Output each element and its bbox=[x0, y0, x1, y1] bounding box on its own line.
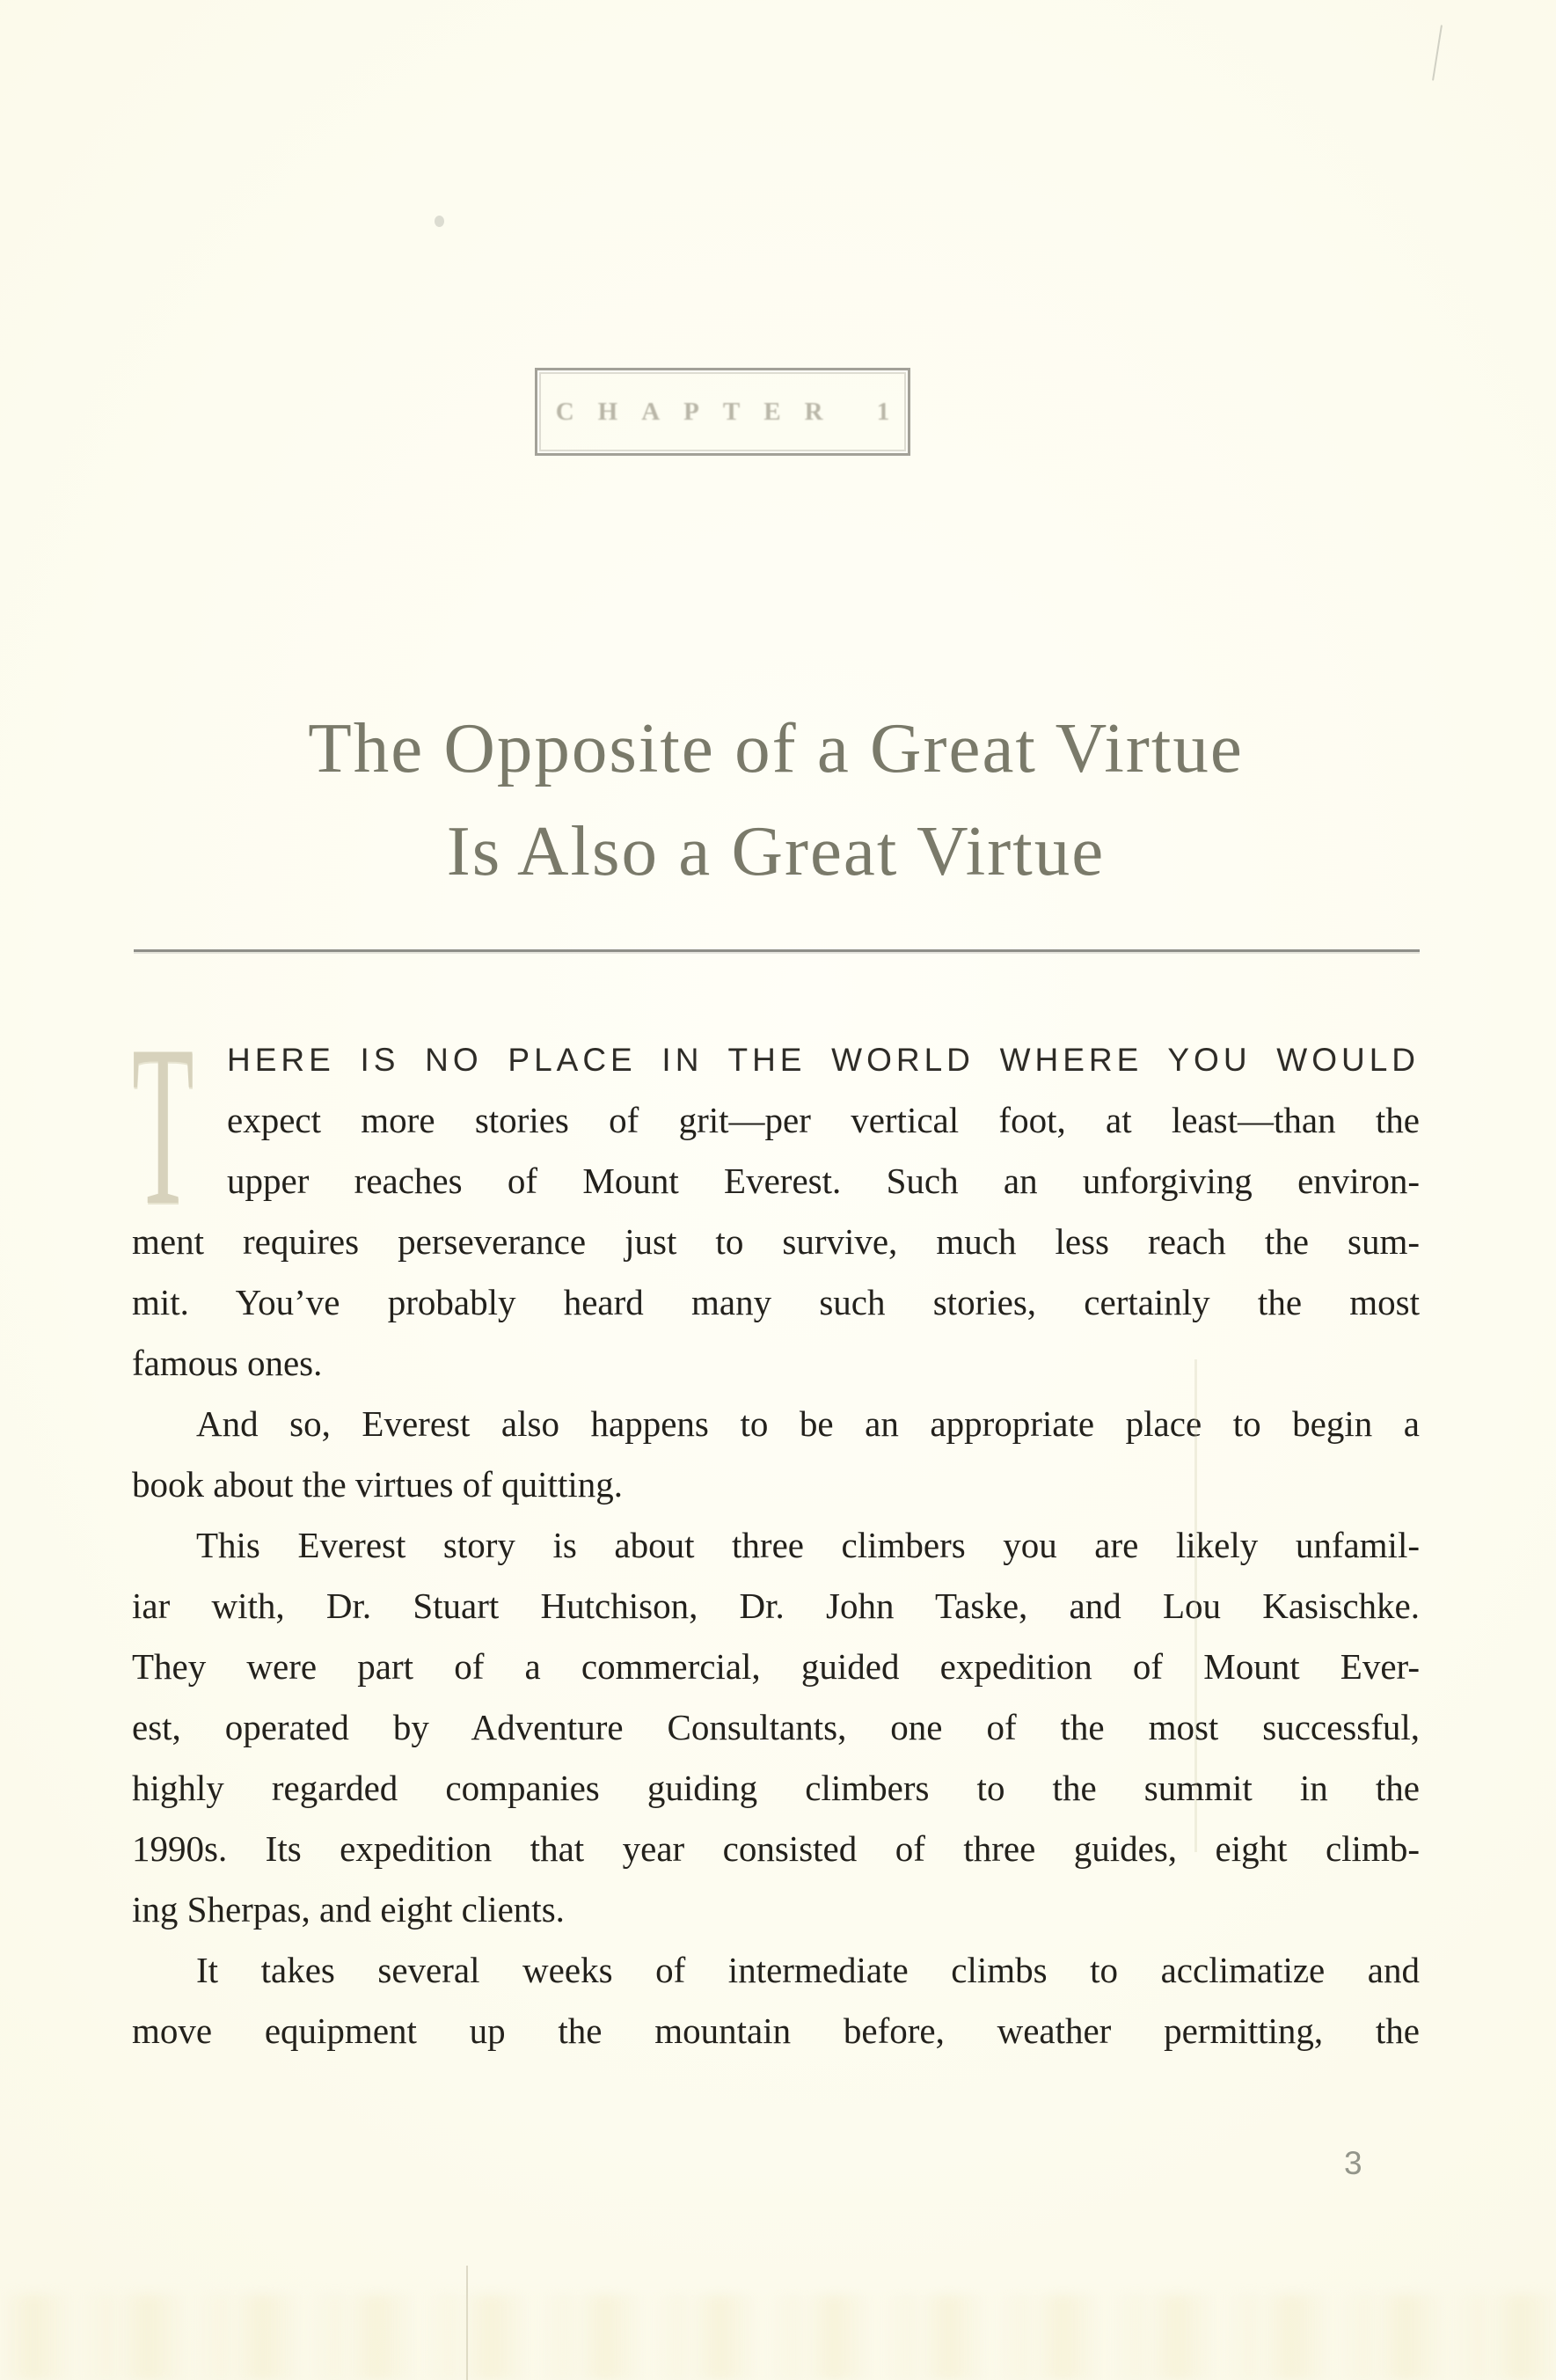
body-line: It takes several weeks of intermediate climbs to acclimatize and bbox=[196, 1950, 1420, 1990]
body-line: This Everest story is about three climbers you are likely unfamil- bbox=[196, 1525, 1420, 1565]
scan-crease bbox=[466, 2266, 468, 2380]
chapter-title-line-1: The Opposite of a Great Virtue bbox=[308, 708, 1244, 787]
chapter-label: CHAPTER 1 bbox=[555, 397, 914, 426]
chapter-box bbox=[535, 368, 914, 456]
body-line: move equipment up the mountain before, weather permitting, the bbox=[132, 2010, 1420, 2051]
body-line: famous ones. bbox=[132, 1343, 323, 1383]
body-line: ing Sherpas, and eight clients. bbox=[132, 1889, 565, 1930]
body-line: highly regarded companies guiding climbers to the summit in the bbox=[132, 1768, 1420, 1808]
scan-speck bbox=[435, 216, 444, 227]
body-line: expect more stories of grit—per vertical foot, at least—than the bbox=[227, 1100, 1420, 1140]
body-line: HERE IS NO PLACE IN THE WORLD WHERE YOU WOULD bbox=[227, 1042, 1420, 1078]
body-line: iar with, Dr. Stuart Hutchison, Dr. John Taske, and Lou Kasischke. bbox=[132, 1585, 1420, 1626]
title-divider-rule bbox=[134, 949, 1420, 952]
body-line: mit. You’ve probably heard many such stories, certainly the most bbox=[132, 1282, 1420, 1322]
body-line: And so, Everest also happens to be an appropriate place to begin a bbox=[196, 1403, 1420, 1444]
body-line: book about the virtues of quitting. bbox=[132, 1464, 623, 1505]
body-line: 1990s. Its expedition that year consisted of three guides, eight climb- bbox=[132, 1828, 1420, 1869]
body-line: ment requires perseverance just to survive, much less reach the sum- bbox=[132, 1221, 1420, 1262]
chapter-title-line-2: Is Also a Great Virtue bbox=[446, 811, 1106, 890]
body-line: upper reaches of Mount Everest. Such an unforgiving environ- bbox=[227, 1161, 1420, 1201]
body-text bbox=[132, 1029, 1420, 2061]
chapter-title bbox=[132, 697, 1420, 903]
body-line: est, operated by Adventure Consultants, one of the most successful, bbox=[132, 1707, 1420, 1747]
scan-mark bbox=[1432, 25, 1443, 81]
body-line: They were part of a commercial, guided expedition of Mount Ever- bbox=[132, 1646, 1420, 1687]
scan-ghosting bbox=[0, 2295, 1556, 2380]
page-number: 3 bbox=[1344, 2145, 1362, 2181]
drop-cap: T bbox=[132, 998, 194, 1253]
